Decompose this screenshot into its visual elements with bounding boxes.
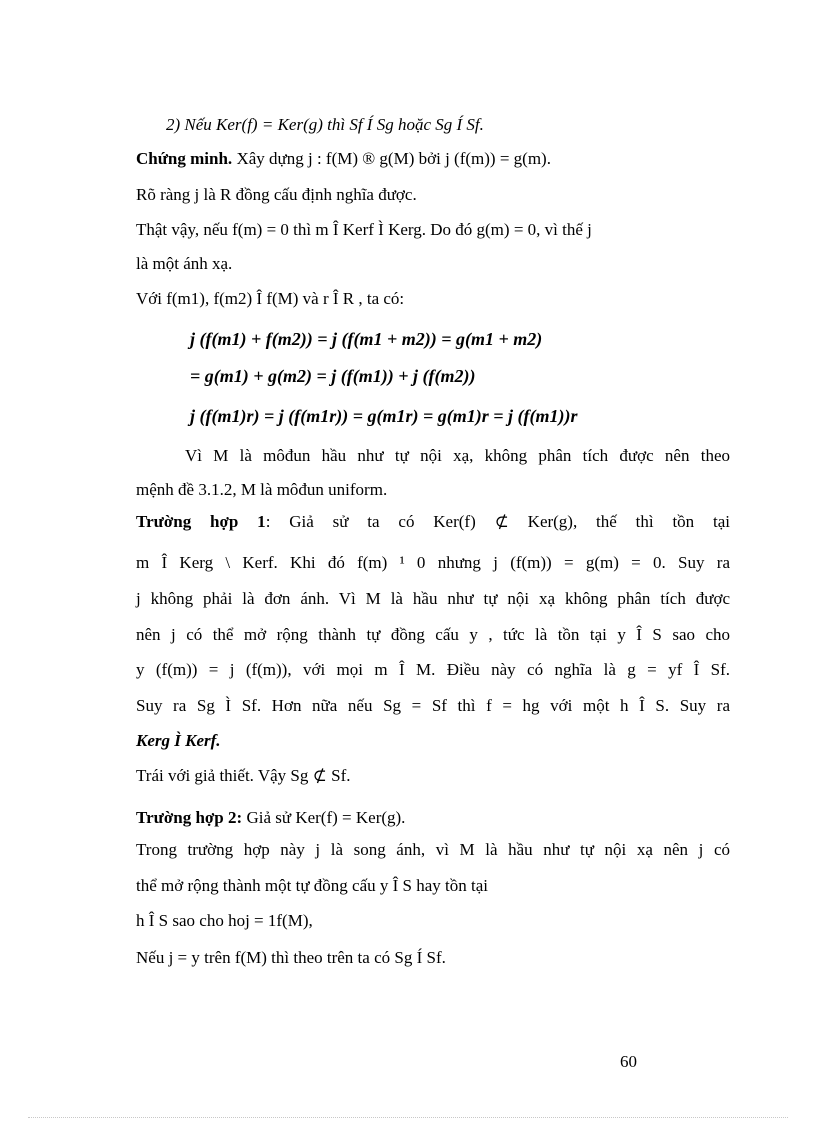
proof-intro <box>136 147 551 171</box>
text-line: Nếu j = y trên f(M) thì theo trên ta có Sg Í Sf. <box>136 948 446 967</box>
text-line: Thật vậy, nếu f(m) = 0 thì m Î Kerf Ì Kerg. Do đó g(m) = 0, vì thế j <box>136 220 592 239</box>
equation-2: = g(m1) + g(m2) = j (f(m1)) + j (f(m2)) <box>190 366 476 386</box>
text-line: Trái với giả thiết. Vậy Sg ⊄ Sf. <box>136 766 351 785</box>
proof-construction: Xây dựng j : f(M) ® g(M) bởi j (f(m)) = g(m). <box>232 149 551 168</box>
text-line: mệnh đề 3.1.2, M là môđun uniform. <box>136 480 388 499</box>
proof-label: Chứng minh. <box>136 149 233 168</box>
page-number: 60 <box>620 1052 637 1071</box>
footer-divider <box>28 1117 788 1118</box>
text-line: thể mở rộng thành một tự đồng cấu y Î S hay tồn tại <box>136 876 489 895</box>
case-1-heading <box>136 510 730 534</box>
text-line: y (f(m)) = j (f(m)), với mọi m Î M. Điều này có nghĩa là g = yf Î Sf. <box>136 660 730 679</box>
case-1-text: : Giả sử ta có Ker(f) ⊄ Ker(g), thế thì tồn tại <box>265 512 730 531</box>
case-2-text: Giả sử Ker(f) = Ker(g). <box>242 808 406 827</box>
text-line: m Î Kerg \ Kerf. Khi đó f(m) ¹ 0 nhưng j (f(m)) = g(m) = 0. Suy ra <box>136 553 730 572</box>
equation-1: j (f(m1) + f(m2)) = j (f(m1 + m2)) = g(m1 + m2) <box>190 329 543 349</box>
text-line: j không phải là đơn ánh. Vì M là hầu như tự nội xạ không phân tích được <box>136 589 730 608</box>
case-2-heading <box>136 806 405 830</box>
text-line: Với f(m1), f(m2) Î f(M) và r Î R , ta có: <box>136 289 405 308</box>
claim-2: 2) Nếu Ker(f) = Ker(g) thì Sf Í Sg hoặc Sg Í Sf. <box>166 115 484 134</box>
text-line: h Î S sao cho hoj = 1f(M), <box>136 911 313 930</box>
text-line: Rõ ràng j là R đồng cấu định nghĩa được. <box>136 185 417 204</box>
case-2-label: Trường hợp 2: <box>136 808 243 827</box>
text-line: là một ánh xạ. <box>136 254 233 273</box>
case-1-label: Trường hợp 1 <box>136 512 266 531</box>
text-line: Kerg Ì Kerf. <box>136 731 221 750</box>
equation-3: j (f(m1)r) = j (f(m1r)) = g(m1r) = g(m1)r = j (f(m1))r <box>190 406 578 426</box>
text-line: Suy ra Sg Ì Sf. Hơn nữa nếu Sg = Sf thì f = hg với một h Î S. Suy ra <box>136 696 730 715</box>
text-line: Trong trường hợp này j là song ánh, vì M là hầu như tự nội xạ nên j có <box>136 840 730 859</box>
text-line: nên j có thể mở rộng thành tự đồng cấu y , tức là tồn tại y Î S sao cho <box>136 625 730 644</box>
text-line: Vì M là môđun hầu như tự nội xạ, không phân tích được nên theo <box>185 446 730 465</box>
